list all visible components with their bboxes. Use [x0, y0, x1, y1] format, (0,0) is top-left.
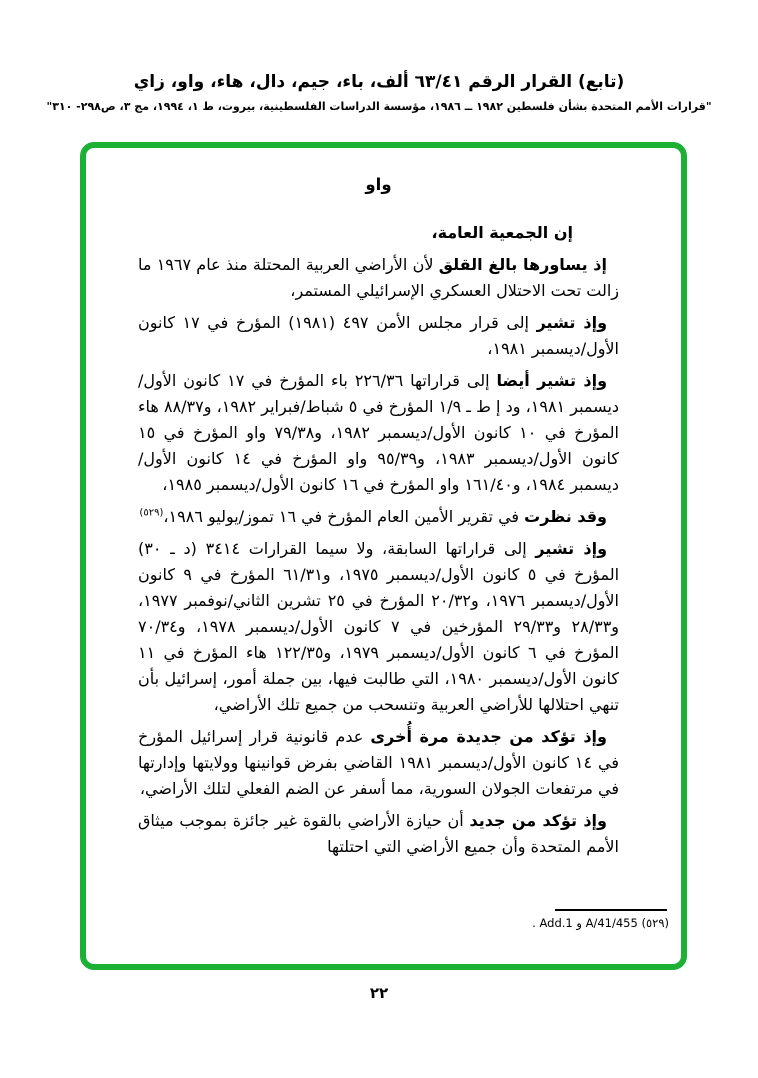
- clause-text: عدم قانونية قرار إسرائيل المؤرخ في ١٤ كانون الأول/ديسمبر ١٩٨١ القاضي بفرض قوانينها وولايتها وإدارتها في مرتفعات الجولان السورية، مما أسفر عن الضم الفعلي لتلك الأراضي،: [138, 727, 619, 798]
- document-body: [138, 172, 619, 866]
- clause-paragraph: [138, 368, 619, 498]
- clause-lead: وإذ تشير: [535, 539, 608, 558]
- source-citation: "قرارات الأمم المتحدة بشأن فلسطين ١٩٨٢ ــ ١٩٨٦، مؤسسة الدراسات الفلسطينية، بيروت، ط ١، ١٩٩٤، مج ٣، ص٢٩٨- ٣١٠": [46, 100, 712, 113]
- page-header: [0, 72, 758, 113]
- clause-text: إلى قراراتها ٢٢٦/٣٦ باء المؤرخ في ١٧ كانون الأول/ديسمبر ١٩٨١، ود إ ط ـ ١/٩ المؤرخ في ٥ شباط/فبراير ١٩٨٢، و٨٨/٣٧ هاء المؤرخ في ١٠ كانون الأول/ديسمبر ١٩٨٢، و٧٩/٣٨ واو المؤرخ في ١٥ كانون الأول/ديسمبر ١٩٨٣، و٩٥/٣٩ واو المؤرخ في ١٤ كانون الأول/ديسمبر ١٩٨٤، و١٦١/٤٠ واو المؤرخ في ١٦ كانون الأول/ديسمبر ١٩٨٥،: [138, 371, 620, 494]
- clause-lead: إن الجمعية العامة،: [431, 223, 573, 242]
- clause-text: لأن الأراضي العربية المحتلة منذ عام ١٩٦٧ ما زالت تحت الاحتلال العسكري الإسرائيلي المستمر،: [138, 255, 619, 300]
- clause-text: إلى قرار مجلس الأمن ٤٩٧ (١٩٨١) المؤرخ في ١٧ كانون الأول/ديسمبر ١٩٨١،: [138, 313, 619, 358]
- clause-paragraph: [138, 536, 619, 718]
- clause-lead: وقد نظرت: [524, 507, 607, 526]
- clause-text: في تقرير الأمين العام المؤرخ في ١٦ تموز/يوليو ١٩٨٦،: [163, 507, 520, 526]
- footnote-reference: (٥٢٩): [139, 507, 164, 519]
- clause-paragraph: [138, 808, 619, 860]
- clause-lead: وإذ تشير أيضا: [496, 371, 608, 390]
- clause-text: أن حيازة الأراضي بالقوة غير جائزة بموجب ميثاق الأمم المتحدة وأن جميع الأراضي التي احتلتها: [138, 811, 619, 856]
- clause-paragraph: [138, 252, 619, 304]
- clause-paragraph: [138, 504, 619, 530]
- resolution-title: (تابع) القرار الرقم ٦٣/٤١ ألف، باء، جيم، دال، هاء، واو، زاي: [133, 72, 625, 92]
- clause-lead: وإذ تشير: [536, 313, 608, 332]
- section-letter: واو: [365, 175, 392, 194]
- clause-lead: وإذ تؤكد من جديد: [469, 811, 607, 830]
- clause-text: إلى قراراتها السابقة، ولا سيما القرارات ٣٤١٤ (د ـ ٣٠) المؤرخ في ٥ كانون الأول/ديسمبر ١٩٧٥، و٦١/٣١ المؤرخ في ٩ كانون الأول/ديسمبر ١٩٧٦، و٢٠/٣٢ المؤرخ في ٢٥ تشرين الثاني/نوفمبر ١٩٧٧، و٢٨/٣٣ و٢٩/٣٣ المؤرخين في ٧ كانون الأول/ديسمبر ١٩٧٨، و٧٠/٣٤ المؤرخ في ٦ كانون الأول/ديسمبر ١٩٧٩، و١٢٢/٣٥ هاء المؤرخ في ١١ كانون الأول/ديسمبر ١٩٨٠، التي طالبت فيها، بين جملة أمور، إسرائيل بأن تنهي احتلالها للأراضي العربية وتنسحب من جميع تلك الأراضي،: [138, 539, 620, 714]
- footnote-separator: [555, 909, 667, 911]
- page-number: ٢٢: [369, 984, 389, 1002]
- clause-lead: إذ يساورها بالغ القلق: [438, 255, 608, 274]
- clause-lead: وإذ تؤكد من جديدة مرة أُخرى: [370, 727, 607, 746]
- clause-paragraph: [138, 724, 619, 802]
- clause-paragraph: [138, 310, 619, 362]
- footnote-text: (٥٢٩) A/41/455 و Add.1 .: [532, 916, 669, 930]
- document-frame: [80, 142, 687, 970]
- clause-paragraph: [138, 220, 619, 246]
- footnote-block: [399, 909, 669, 930]
